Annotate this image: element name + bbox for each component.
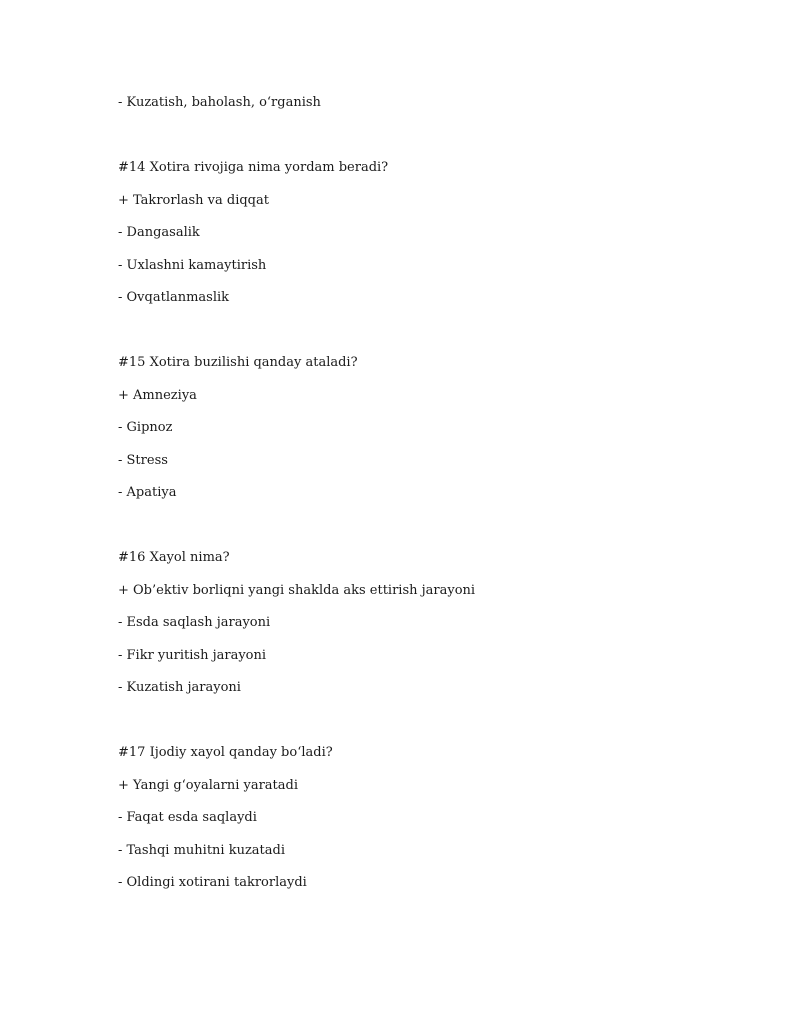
question-block-16 [118,548,758,698]
answer-option: - Oldingi xotirani takrorlaydi [118,875,307,890]
spacer [118,321,758,354]
answer-option-correct: + Yangi g‘oyalarni yaratadi [118,777,299,793]
answer-option: - Stress [118,452,168,468]
answer-option-correct: + Takrorlash va diqqat [118,192,269,208]
question-title: #15 Xotira buzilishi qanday ataladi? [118,355,358,370]
answer-option: - Apatiya [118,485,177,500]
answer-option: - Faqat esda saqlaydi [118,810,257,825]
question-title: #14 Xotira rivojiga nima yordam beradi? [118,160,389,175]
answer-option: - Dangasalik [118,225,200,240]
answer-option: - Ovqatlanmaslik [118,290,230,305]
intro-option: - Kuzatish, baholash, o‘rganish [118,95,321,110]
answer-option-correct: + Ob’ektiv borliqni yangi shaklda aks ettirish jarayoni [118,582,476,598]
question-block-17 [118,743,758,893]
question-title: #17 Ijodiy xayol qanday bo‘ladi? [118,745,333,760]
answer-option-correct: + Amneziya [118,387,197,403]
answer-option: - Kuzatish jarayoni [118,680,241,695]
answer-option: - Gipnoz [118,420,173,435]
answer-option: - Tashqi muhitni kuzatadi [118,842,286,858]
question-block-15 [118,353,758,503]
answer-option: - Esda saqlash jarayoni [118,615,271,630]
answer-option: - Fikr yuritish jarayoni [118,647,267,663]
answer-option: - Uxlashni kamaytirish [118,257,267,273]
question-title: #16 Xayol nima? [118,550,230,565]
document-page [118,93,758,906]
spacer [118,711,758,744]
spacer [118,126,758,159]
question-block-14 [118,158,758,308]
spacer [118,516,758,549]
